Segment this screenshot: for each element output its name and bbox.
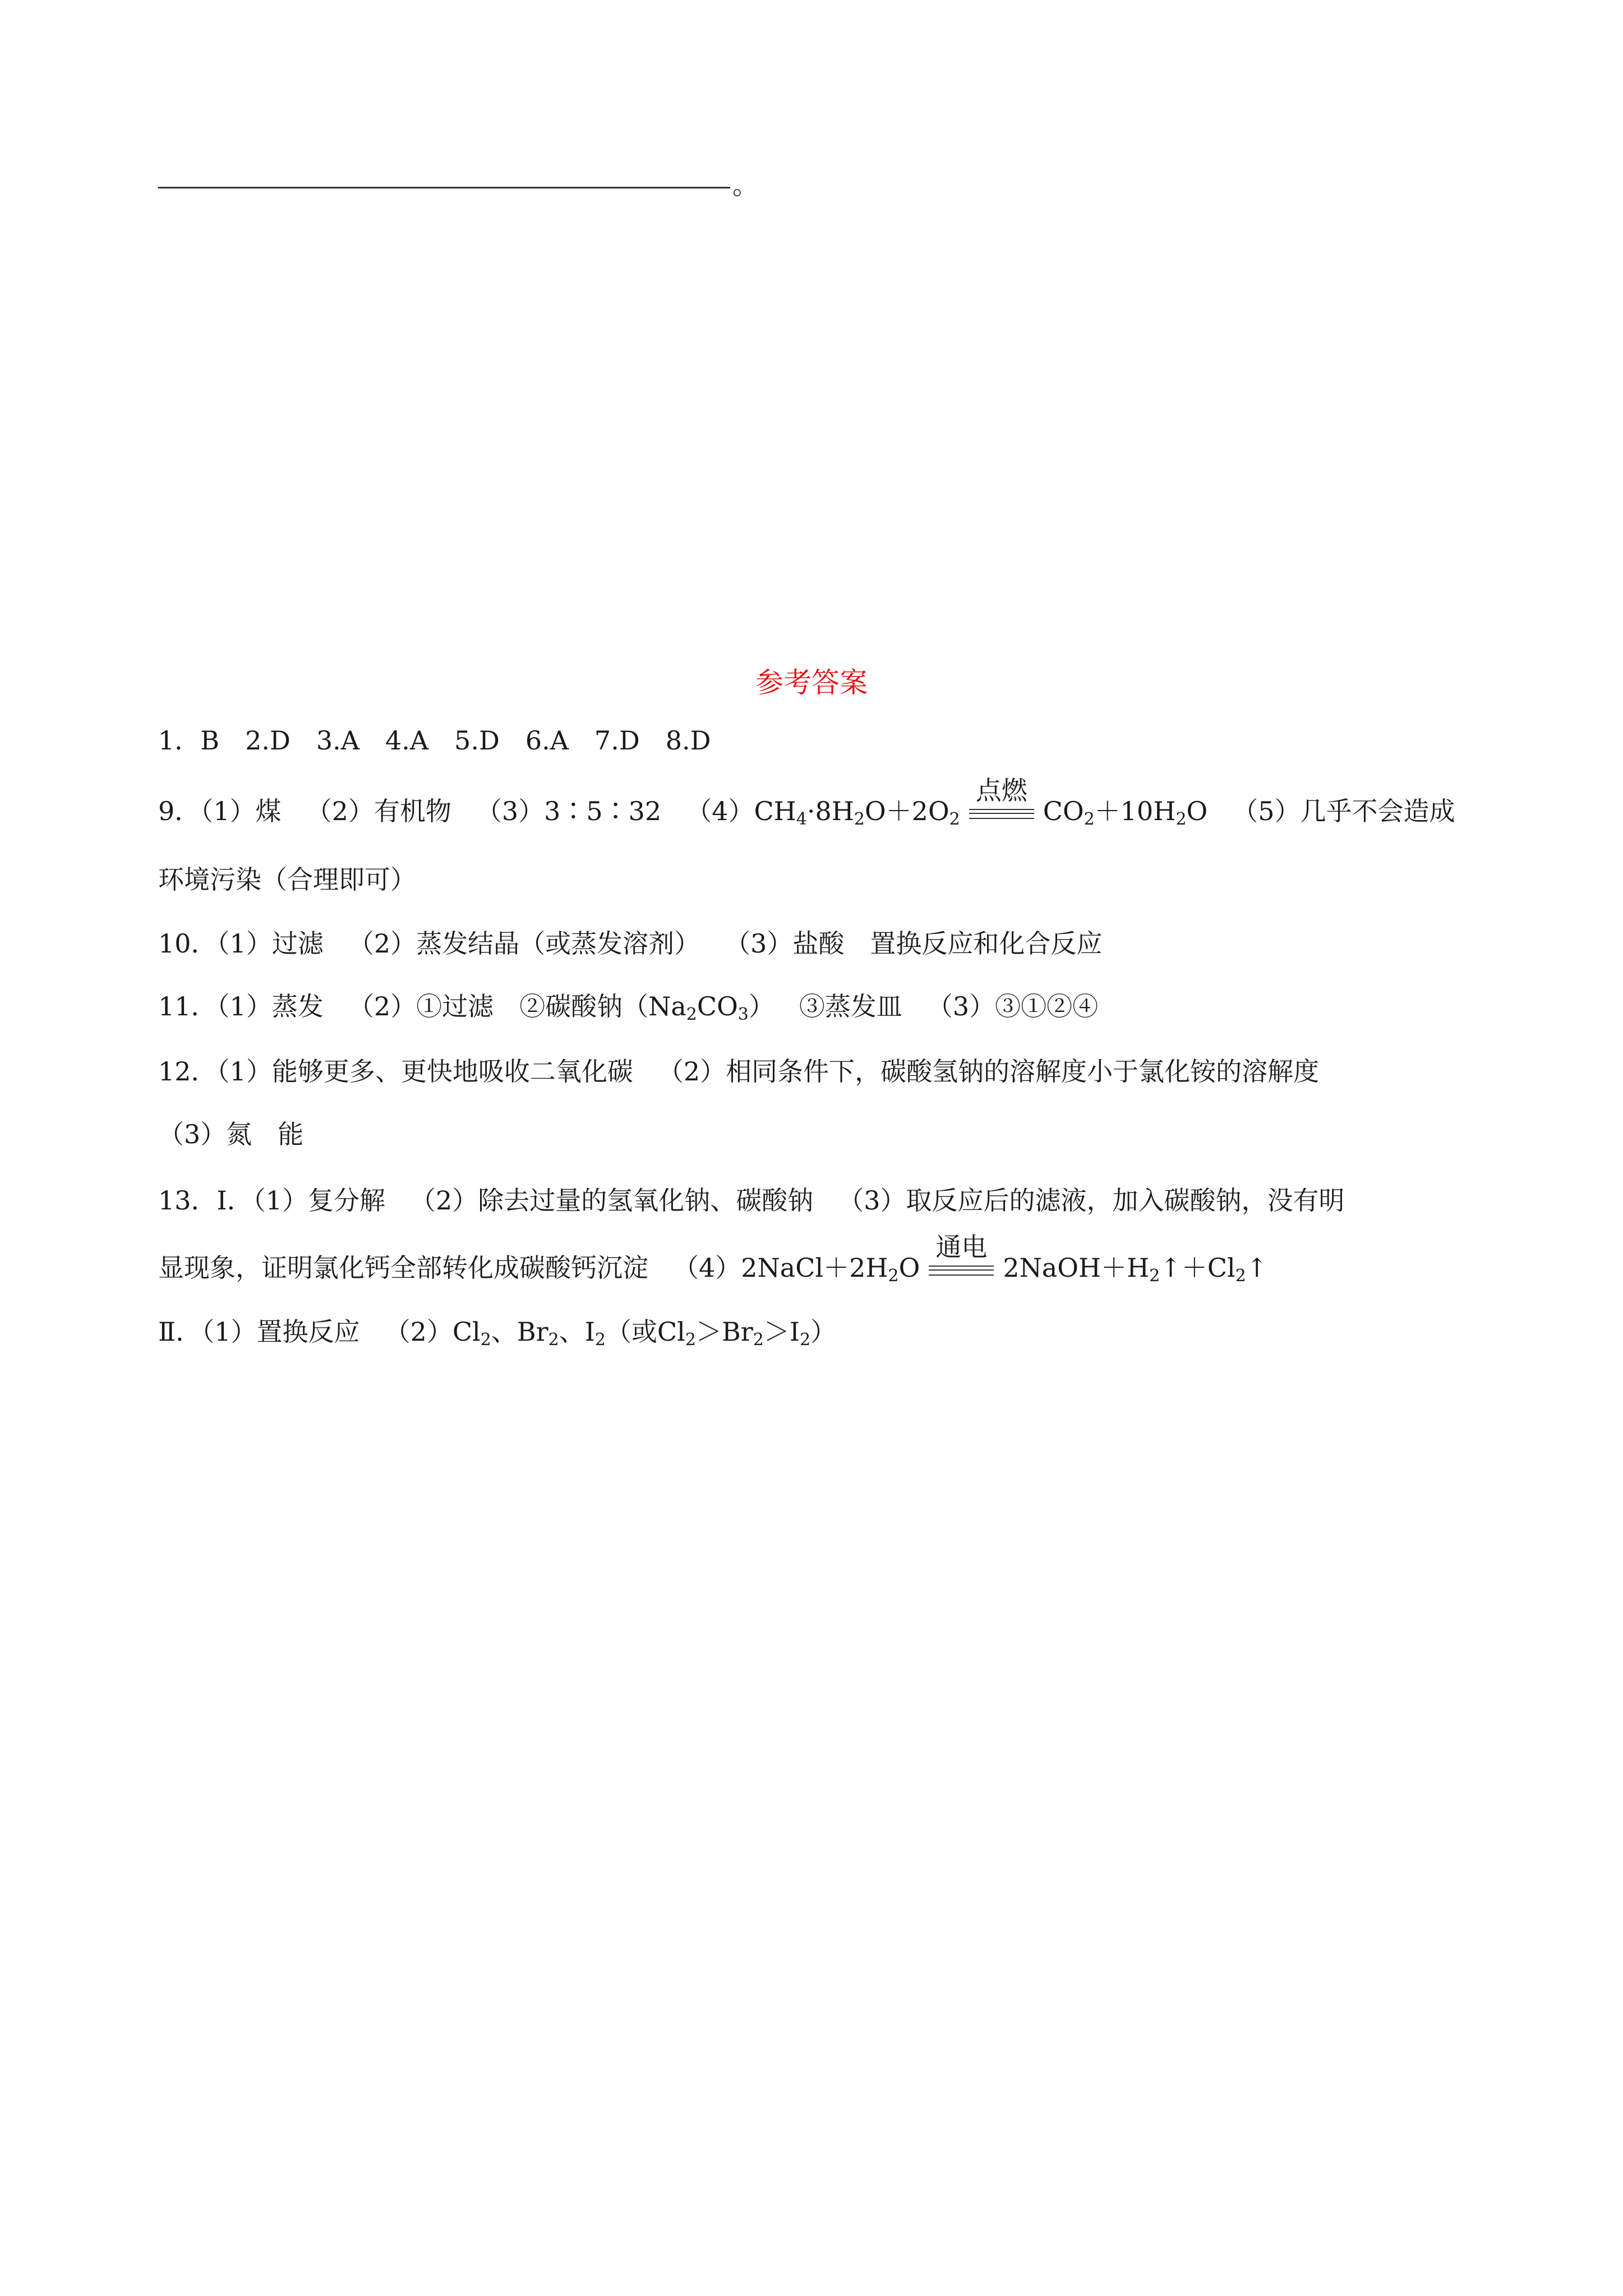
equals-sign [929, 1266, 994, 1276]
blank-underline [158, 187, 730, 188]
question-number: 10． [158, 928, 217, 959]
answer-line-13: 13．Ⅰ．（1）复分解 （2）除去过量的氢氧化钠、碳酸钠 （3）取反应后的滤液，加入碳酸钠，没有明 [158, 1185, 1345, 1216]
answer-line-13-cont: 显现象，证明氯化钙全部转化成碳酸钙沉淀 $(4)2NaCl+2H_2O$ 通电 $2NaOH+H_2↑+Cl_2↑$ [158, 1232, 1268, 1286]
answer-line-12-cont: （3）氮 能 [158, 1119, 304, 1149]
answer-line-13-part2: Ⅱ．（1）置换反应 $(2)Cl_2$、$Br_2$、$I_2$（或$Cl_2>Br_2>I_2$） [158, 1317, 837, 1350]
answer-line-12: 12．（1）能够更多、更快地吸收二氧化碳 （2）相同条件下，碳酸氢钠的溶解度小于氯化铵的溶解度 [158, 1056, 1320, 1087]
fill-in-blank-line [158, 168, 758, 202]
equals-sign [969, 809, 1034, 819]
answer-line-11: 11．（1）蒸发 （2）①过滤 ②碳酸钠$(Na_2CO_3)$ ③蒸发皿 （3）③①②④ [158, 991, 1099, 1024]
question-number: 13． [158, 1185, 217, 1216]
question-number: 11． [158, 991, 217, 1022]
reaction-condition: 通电 [928, 1253, 995, 1287]
question-number: 12． [158, 1056, 217, 1087]
question-number: 9． [158, 796, 201, 826]
answer-line-10: 10．（1）过滤 （2）蒸发结晶（或蒸发溶剂） （3）盐酸 置换反应和化合反应 [158, 928, 1103, 959]
answers-title: 参考答案 [755, 666, 868, 699]
reaction-condition: 点燃 [968, 797, 1035, 830]
answer-line-1-8: 1．B 2.D 3.A 4.A 5.D 6.A 7.D 8.D [158, 725, 711, 756]
blank-period: 。 [732, 170, 758, 200]
answer-line-9: 9．（1）煤 （2）有机物 （3）3∶5∶32 $(4)CH_4\cdot 8H_2O+2O_2$ 点燃 $CO_2+10H_2O$ （5）几乎不会造成 [158, 775, 1455, 829]
answer-line-9-cont: 环境污染（合理即可） [158, 864, 416, 895]
